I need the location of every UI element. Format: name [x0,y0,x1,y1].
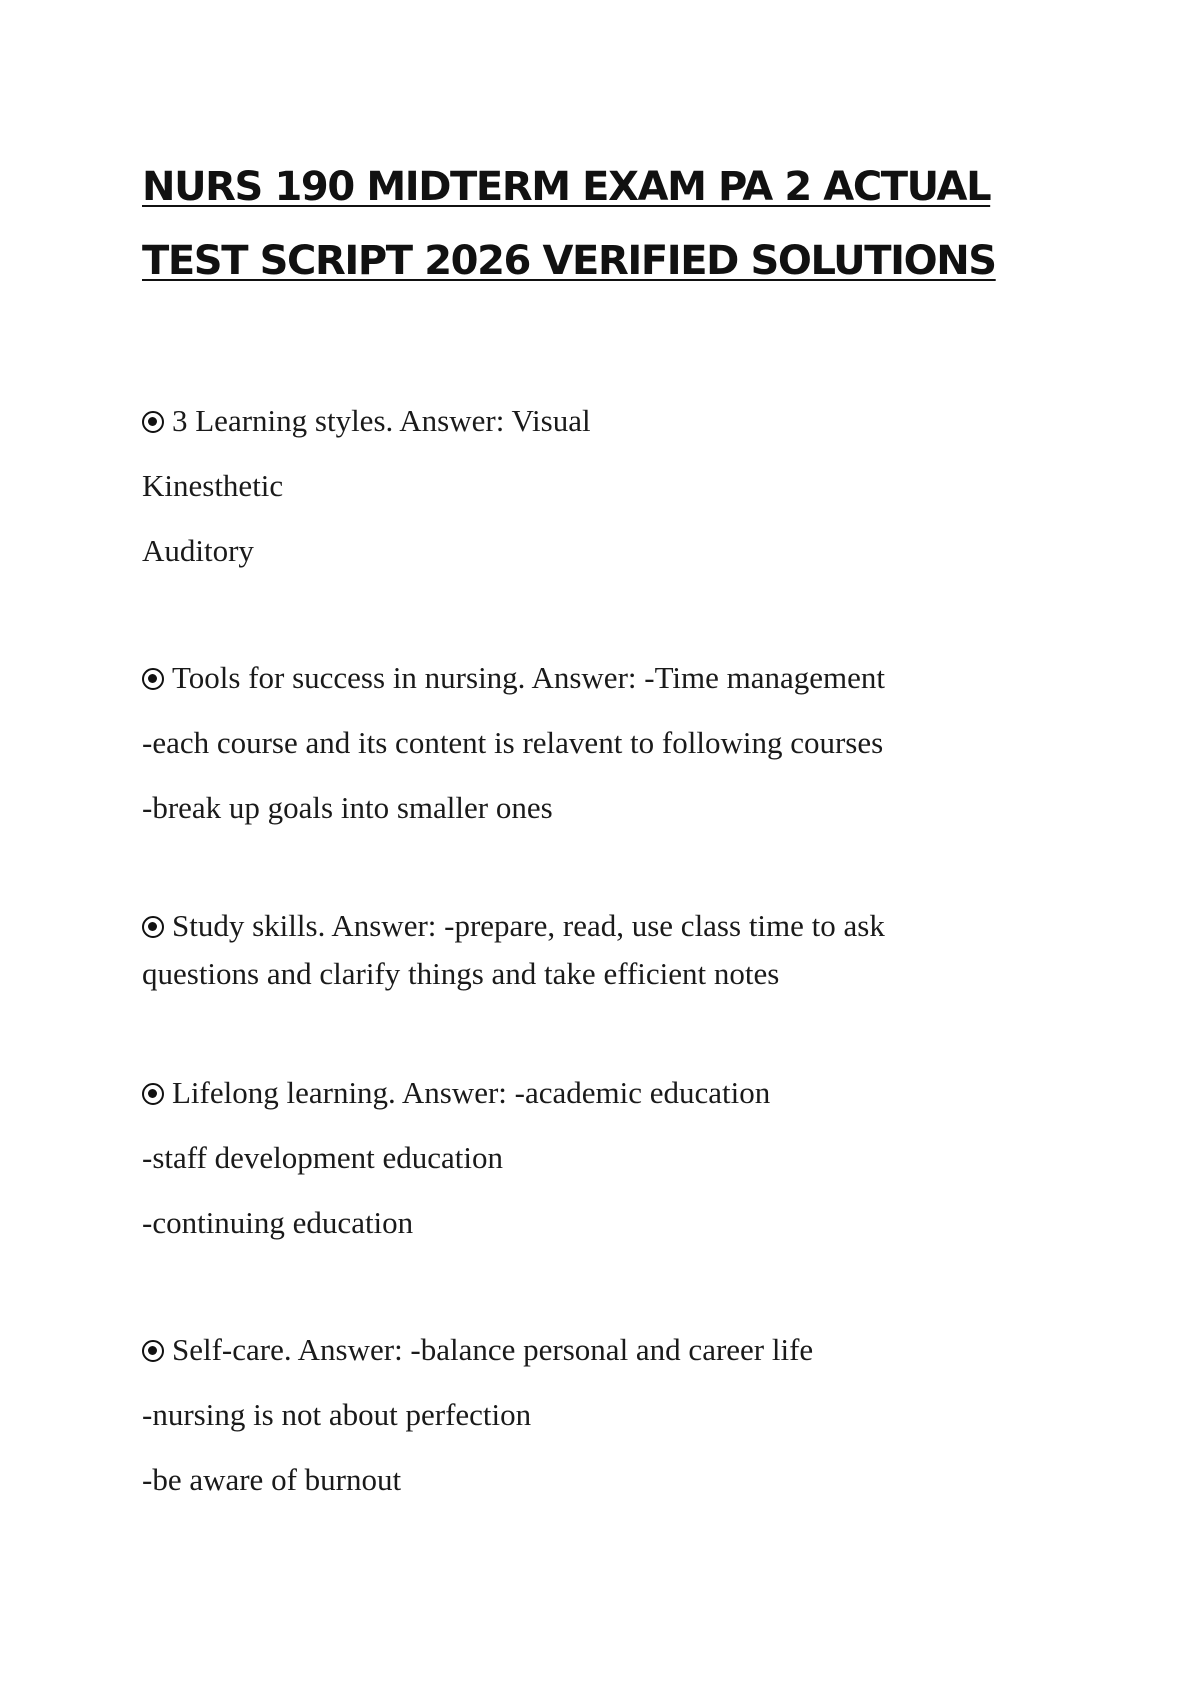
question-text: Study skills. Answer: -prepare, read, use class time to ask questions and clarify things and take efficient notes [142,908,885,991]
radio-bullet-icon [142,916,164,938]
question-line [142,902,972,998]
question-line [142,388,1062,453]
answer-line: -nursing is not about perfection [142,1397,532,1432]
question-text: 3 Learning styles. Answer: Visual [172,403,591,438]
answer-line: -continuing education [142,1205,414,1240]
qa-item [142,1060,1062,1255]
document-title: NURS 190 MIDTERM EXAM PA 2 ACTUAL TEST SCRIPT 2026 VERIFIED SOLUTIONS [142,164,996,284]
question-line [142,645,1062,710]
answer-line: -be aware of burnout [142,1462,402,1497]
radio-bullet-icon [142,1083,164,1105]
answer-line: -staff development education [142,1140,503,1175]
document-page [142,150,1062,1574]
question-text: Self-care. Answer: -balance personal and career life [172,1332,814,1367]
qa-item [142,388,1062,583]
radio-bullet-icon [142,1340,164,1362]
qa-list [142,388,1062,1512]
question-text: Tools for success in nursing. Answer: -Time management [172,660,886,695]
question-line [142,1317,1062,1382]
question-text: Lifelong learning. Answer: -academic education [172,1075,771,1110]
qa-item [142,1317,1062,1512]
radio-bullet-icon [142,411,164,433]
answer-line: -break up goals into smaller ones [142,790,553,825]
answer-line: -each course and its content is relavent to following courses [142,725,884,760]
qa-item [142,902,1062,998]
qa-item [142,645,1062,840]
answer-line: Auditory [142,533,254,568]
answer-line: Kinesthetic [142,468,284,503]
radio-bullet-icon [142,668,164,690]
question-line [142,1060,1062,1125]
